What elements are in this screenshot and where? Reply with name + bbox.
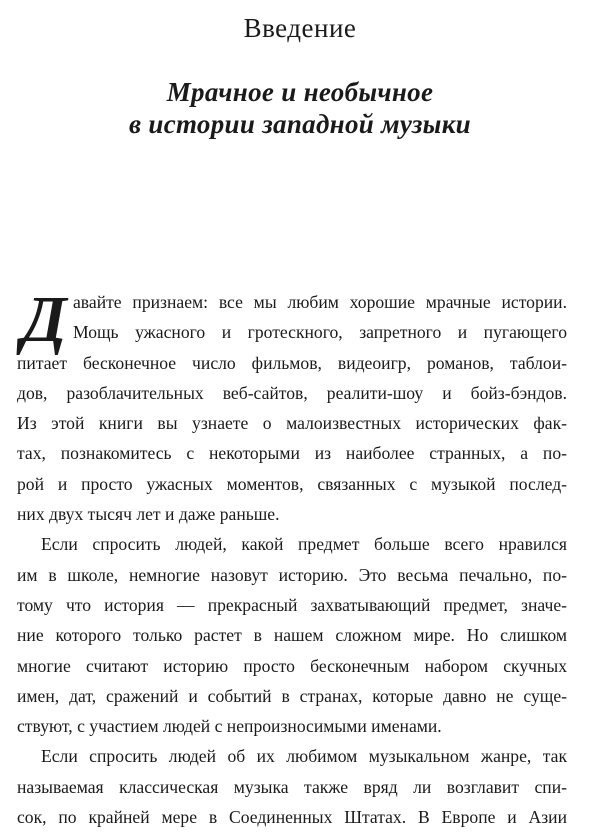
text-line: Если спросить людей, какой предмет больше всего нравился	[41, 534, 567, 555]
text-line: им в школе, немногие назовут историю. Это весьма печально, по-	[17, 564, 567, 585]
text-line: Мощь ужасного и гротескного, запретного и пугающего	[73, 322, 567, 343]
text-line: Если спросить людей об их любимом музыкальном жанре, так	[41, 746, 567, 767]
text-line: тах, познакомитесь с некоторыми из наиболее странных, а по-	[17, 443, 567, 464]
text-line: авайте признаем: все мы любим хорошие мрачные истории.	[73, 292, 567, 312]
text-line: ние которого только растет в нашем сложном мире. Но слишком	[17, 625, 567, 646]
chapter-title	[0, 76, 600, 140]
text-line: питает бесконечное число фильмов, видеоигр, романов, таблои-	[17, 352, 567, 373]
paragraph-2	[17, 529, 567, 741]
text-line: Из этой книги вы узнаете о малоизвестных исторических фак-	[17, 413, 567, 434]
chapter-title-line-1: Мрачное и необычное	[166, 77, 434, 107]
drop-cap: Д	[21, 283, 67, 356]
chapter-title-line-2: в истории западной музыки	[128, 109, 472, 139]
text-line: называемая классическая музыка также вряд ли возглавит спи-	[17, 776, 567, 797]
body-text	[17, 283, 567, 832]
paragraph-1	[17, 283, 567, 529]
text-line: имен, дат, сражений и событий в странах, которые давно не суще-	[17, 685, 567, 706]
text-line: них двух тысяч лет и даже раньше.	[17, 504, 280, 525]
text-line: тому что история — прекрасный захватывающий предмет, значе-	[17, 594, 567, 615]
text-line: сок, по крайней мере в Соединенных Штатах. В Европе и Азии	[17, 807, 567, 828]
paragraph-3	[17, 741, 567, 832]
text-line: дов, разоблачительных веб-сайтов, реалити-шоу и бойз-бэндов.	[17, 382, 567, 403]
text-line: рой и просто ужасных моментов, связанных с музыкой послед-	[17, 473, 567, 494]
chapter-label: Введение	[243, 13, 357, 43]
text-line: многие считают историю просто бесконечным набором скучных	[17, 655, 567, 676]
text-line: ствуют, с участием людей с непроизносимыми именами.	[17, 716, 442, 737]
